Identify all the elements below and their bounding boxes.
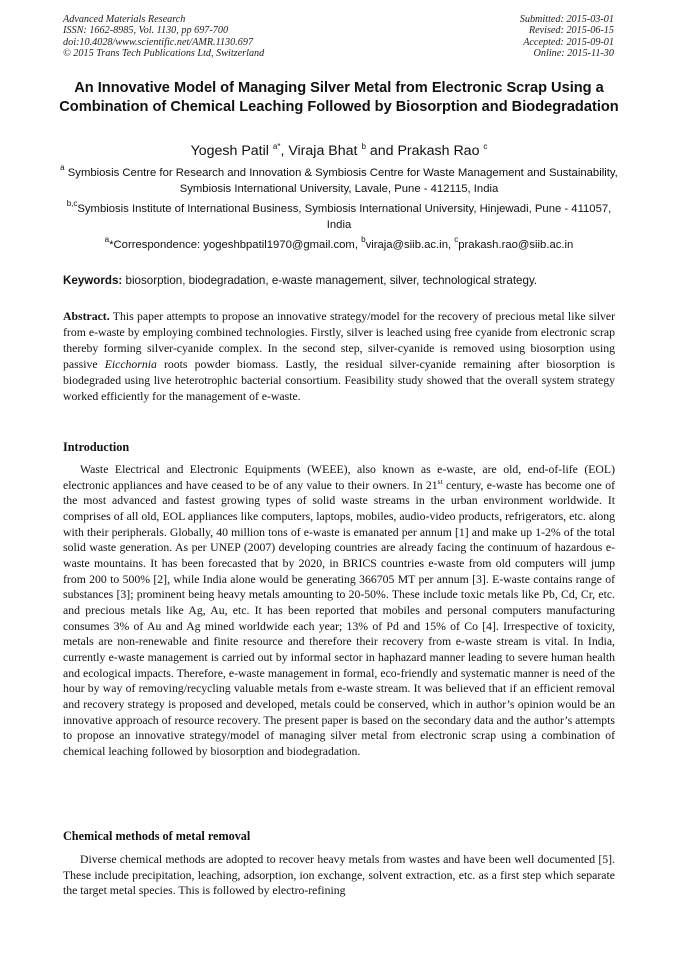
abstract [63,309,615,404]
keywords [63,273,615,288]
corr-sup: b [361,235,366,244]
corr-email-c: prakash.rao@siib.ac.in [458,239,574,251]
author-name: Viraja Bhat [288,143,358,159]
affiliation-1 [60,163,618,197]
corr-email-b: viraja@siib.ac.in, [365,239,455,251]
copyright-line: © 2015 Trans Tech Publications Ltd, Switzerland [63,47,265,59]
keywords-text: biosorption, biodegradation, e-waste management, silver, technological strategy. [122,274,538,287]
affiliation-sup: a [60,163,65,172]
paragraph-text: century, e-waste has become one of the most advanced and fastest growing types of solid waste streams in the urban environment worldwide. It comprises of all old, EOL appliances like computers, laptops, mobiles, audio-video products, refrigerators, etc. along with their peripherals. Globally, 40 million tons of e-waste is emanated per annum [1] and make up 1-2% of the total solid waste generation. As per UNEP (2007) developing countries are already facing the continuum of hazardous e-waste mountains. It has been forecasted that by 2020, in BRICS countries e-waste from old computers will jump from 200 to 500% [2], while India alone would be generating 366705 MT per annum [3]. E-waste contains range of substances [3]; prominent being heavy metals amounting to 20-50%. These include toxic metals like Pb, Cd, Cr, etc. and precious metals like Ag, Au, etc. It has been reported that mobiles and personal computers manufacturing consumes 3% of Au and Ag mined worldwide each year; 13% of Pd and 15% of Co [4]. Irrespective of toxicity, metals are non-renewable and finite resource and therefore their recovery from e-waste stream is vital. In India, currently e-waste management is carried out by informal sector in haphazard manner leading to severe human health and ecological impacts. Therefore, e-waste management in formal, eco-friendly and systematic manner is need of the hour by way of removing/recycling valuable metals from e-waste stream. It was believed that if an efficient removal and recovery strategy is proposed and developed, metals could be conserved, which in author’s opinion would be an innovative approach of resource recovery. The present paper is based on the secondary data and the author’s attempts to propose an innovative strategy/model of managing silver metal from electronic scrap using a combination of chemical leaching followed by biosorption and biodegradation. [63,478,615,758]
author-name: Yogesh Patil [190,143,269,159]
correspondence [60,235,618,254]
paper-title: An Innovative Model of Managing Silver Metal from Electronic Scrap Using a Combination of Chemical Leaching Followed by Biosorption and Biodegradation [59,80,619,115]
keywords-label: Keywords: [63,274,123,287]
paragraph-sup: st [437,476,443,486]
affiliation-text: Symbiosis Institute of International Business, Symbiosis International University, Hinjewadi, Pune - 411057, India [77,203,612,231]
revised-date: Revised: 2015-06-15 [528,25,614,37]
abstract-text: roots powder biomass. Lastly, the residual silver-cyanide remaining after biosorption is biodegraded using live heterotrophic bacterial consortium. Feasibility study showed that the overall system strategy worked efficiently for the management of e-waste. [63,357,615,403]
affiliation-2 [60,199,618,233]
accepted-date: Accepted: 2015-09-01 [523,36,614,48]
journal-header [63,14,264,59]
corr-sup: c [454,235,459,244]
paragraph-text: Waste Electrical and Electronic Equipments (WEEE), also known as e-waste, are old, end-of-life (EOL) electronic appliances and have ceased to be of any value to their owners. In 21 [63,463,615,492]
affiliation-sup: b,c [66,199,78,208]
online-date: Online: 2015-11-30 [533,47,614,59]
corr-email-a: *Correspondence: yogeshbpatil1970@gmail.com, [109,239,362,251]
author-name: Prakash Rao [397,143,480,159]
doi-line: doi:10.4028/www.scientific.net/AMR.1130.697 [63,36,254,48]
abstract-italic-term: Eicchornia [104,357,157,371]
dates-header [520,14,614,59]
abstract-text: This paper attempts to propose an innovative strategy/model for the recovery of precious metal like silver from e-waste by employing combined technologies. Firstly, silver is leached using free cyanide from electronic scrap thereby forming silver-cyanide complex. In the second step, silver-cyanide is removed using biosorption using passive [63,310,615,371]
author-sup: b [361,142,366,151]
abstract-label: Abstract. [63,310,110,323]
chemical-methods-paragraph [63,852,615,899]
introduction-heading: Introduction [63,440,130,454]
introduction-paragraph [63,462,615,759]
author-separator: and [365,143,398,159]
issn-line: ISSN: 1662-8985, Vol. 1130, pp 697-700 [63,25,229,37]
journal-name: Advanced Materials Research [63,14,186,25]
paragraph-text: Diverse chemical methods are adopted to recover heavy metals from wastes and have been well documented [5]. These include precipitation, leaching, adsorption, ion exchange, solvent extraction, etc. as a first step which separate the target metal species. This is followed by electro-refining [63,853,615,898]
author-sup: a* [272,142,281,151]
corr-sup: a [104,235,110,244]
submitted-date: Submitted: 2015-03-01 [519,14,614,25]
affiliation-text: Symbiosis Centre for Research and Innovation & Symbiosis Centre for Waste Management and Sustainability, Symbiosis International University, Lavale, Pune - 412115, India [67,167,618,195]
author-list [40,142,638,160]
author-separator: , [280,143,289,159]
chemical-methods-heading: Chemical methods of metal removal [63,829,251,843]
author-sup: c [483,142,488,151]
